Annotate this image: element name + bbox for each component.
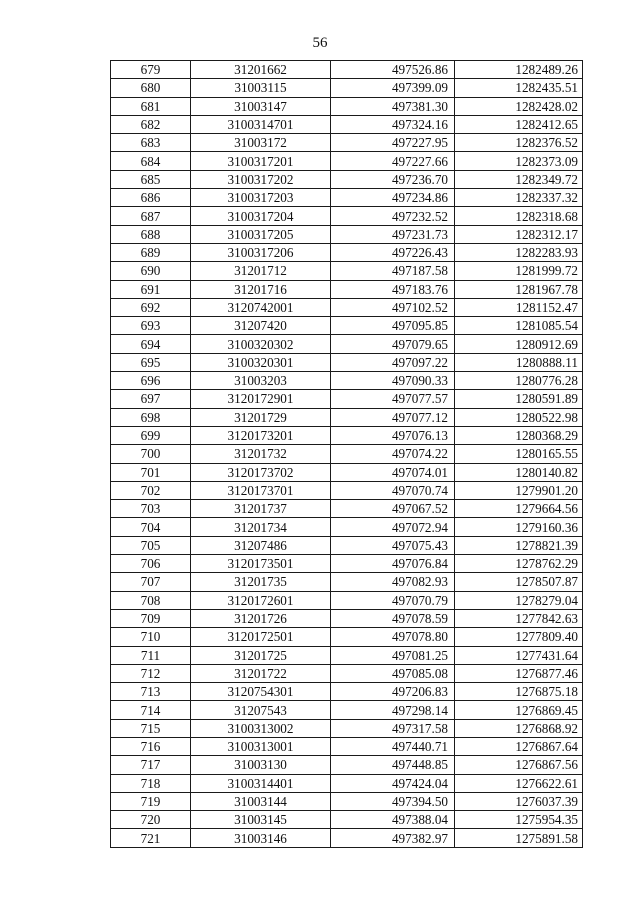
- point-code-cell: 31201735: [191, 573, 331, 591]
- row-number-cell: 704: [111, 518, 191, 536]
- table-row: [111, 225, 583, 243]
- point-code-cell: 31201712: [191, 262, 331, 280]
- point-code-cell: 31207420: [191, 317, 331, 335]
- row-number-cell: 680: [111, 79, 191, 97]
- y-coordinate-cell: 1275954.35: [455, 811, 583, 829]
- table-row: [111, 719, 583, 737]
- row-number-cell: 688: [111, 225, 191, 243]
- x-coordinate-cell: 497072.94: [331, 518, 455, 536]
- x-coordinate-cell: 497236.70: [331, 170, 455, 188]
- y-coordinate-cell: 1276877.46: [455, 664, 583, 682]
- y-coordinate-cell: 1282349.72: [455, 170, 583, 188]
- point-code-cell: 3100313001: [191, 737, 331, 755]
- table-row: [111, 243, 583, 261]
- row-number-cell: 697: [111, 390, 191, 408]
- point-code-cell: 31201725: [191, 646, 331, 664]
- point-code-cell: 31201729: [191, 408, 331, 426]
- x-coordinate-cell: 497317.58: [331, 719, 455, 737]
- y-coordinate-cell: 1282489.26: [455, 61, 583, 79]
- table-row: [111, 262, 583, 280]
- table-row: [111, 609, 583, 627]
- y-coordinate-cell: 1280522.98: [455, 408, 583, 426]
- row-number-cell: 687: [111, 207, 191, 225]
- row-number-cell: 719: [111, 792, 191, 810]
- row-number-cell: 681: [111, 97, 191, 115]
- table-row: [111, 555, 583, 573]
- point-code-cell: 3100317205: [191, 225, 331, 243]
- point-code-cell: 31201716: [191, 280, 331, 298]
- row-number-cell: 720: [111, 811, 191, 829]
- point-code-cell: 3120172901: [191, 390, 331, 408]
- x-coordinate-cell: 497526.86: [331, 61, 455, 79]
- page-number: 56: [312, 35, 328, 51]
- x-coordinate-cell: 497440.71: [331, 737, 455, 755]
- x-coordinate-cell: 497085.08: [331, 664, 455, 682]
- point-code-cell: 3100317201: [191, 152, 331, 170]
- x-coordinate-cell: 497090.33: [331, 372, 455, 390]
- y-coordinate-cell: 1282373.09: [455, 152, 583, 170]
- point-code-cell: 3120173701: [191, 481, 331, 499]
- point-code-cell: 31003130: [191, 756, 331, 774]
- y-coordinate-cell: 1278821.39: [455, 536, 583, 554]
- y-coordinate-cell: 1282376.52: [455, 134, 583, 152]
- table-row: [111, 628, 583, 646]
- y-coordinate-cell: 1276867.64: [455, 737, 583, 755]
- point-code-cell: 3120172601: [191, 591, 331, 609]
- row-number-cell: 690: [111, 262, 191, 280]
- row-number-cell: 706: [111, 555, 191, 573]
- point-code-cell: 3100320301: [191, 353, 331, 371]
- y-coordinate-cell: 1281085.54: [455, 317, 583, 335]
- x-coordinate-cell: 497077.57: [331, 390, 455, 408]
- y-coordinate-cell: 1278507.87: [455, 573, 583, 591]
- point-code-cell: 3120173702: [191, 463, 331, 481]
- row-number-cell: 698: [111, 408, 191, 426]
- point-code-cell: 3100317202: [191, 170, 331, 188]
- x-coordinate-cell: 497227.66: [331, 152, 455, 170]
- point-code-cell: 3120754301: [191, 683, 331, 701]
- row-number-cell: 696: [111, 372, 191, 390]
- table-row: [111, 792, 583, 810]
- y-coordinate-cell: 1280140.82: [455, 463, 583, 481]
- x-coordinate-cell: 497448.85: [331, 756, 455, 774]
- row-number-cell: 693: [111, 317, 191, 335]
- y-coordinate-cell: 1276869.45: [455, 701, 583, 719]
- point-code-cell: 31201726: [191, 609, 331, 627]
- point-code-cell: 31201662: [191, 61, 331, 79]
- x-coordinate-cell: 497078.80: [331, 628, 455, 646]
- table-row: [111, 134, 583, 152]
- point-code-cell: 31201734: [191, 518, 331, 536]
- row-number-cell: 701: [111, 463, 191, 481]
- y-coordinate-cell: 1277842.63: [455, 609, 583, 627]
- table-row: [111, 536, 583, 554]
- point-code-cell: 3100320302: [191, 335, 331, 353]
- y-coordinate-cell: 1280888.11: [455, 353, 583, 371]
- row-number-cell: 700: [111, 445, 191, 463]
- y-coordinate-cell: 1281967.78: [455, 280, 583, 298]
- row-number-cell: 714: [111, 701, 191, 719]
- row-number-cell: 710: [111, 628, 191, 646]
- y-coordinate-cell: 1275891.58: [455, 829, 583, 847]
- y-coordinate-cell: 1282312.17: [455, 225, 583, 243]
- x-coordinate-cell: 497227.95: [331, 134, 455, 152]
- x-coordinate-cell: 497187.58: [331, 262, 455, 280]
- row-number-cell: 689: [111, 243, 191, 261]
- x-coordinate-cell: 497226.43: [331, 243, 455, 261]
- row-number-cell: 712: [111, 664, 191, 682]
- table-row: [111, 97, 583, 115]
- row-number-cell: 694: [111, 335, 191, 353]
- x-coordinate-cell: 497394.50: [331, 792, 455, 810]
- point-code-cell: 3100314701: [191, 115, 331, 133]
- row-number-cell: 716: [111, 737, 191, 755]
- y-coordinate-cell: 1280912.69: [455, 335, 583, 353]
- y-coordinate-cell: 1276037.39: [455, 792, 583, 810]
- point-code-cell: 3100313002: [191, 719, 331, 737]
- row-number-cell: 692: [111, 298, 191, 316]
- table-row: [111, 372, 583, 390]
- point-code-cell: 3100317203: [191, 189, 331, 207]
- x-coordinate-cell: 497102.52: [331, 298, 455, 316]
- row-number-cell: 695: [111, 353, 191, 371]
- y-coordinate-cell: 1282337.32: [455, 189, 583, 207]
- table-row: [111, 426, 583, 444]
- x-coordinate-cell: 497399.09: [331, 79, 455, 97]
- table-row: [111, 664, 583, 682]
- point-code-cell: 31003147: [191, 97, 331, 115]
- x-coordinate-cell: 497076.84: [331, 555, 455, 573]
- table-row: [111, 189, 583, 207]
- y-coordinate-cell: 1280368.29: [455, 426, 583, 444]
- table-row: [111, 500, 583, 518]
- row-number-cell: 715: [111, 719, 191, 737]
- point-code-cell: 3120742001: [191, 298, 331, 316]
- point-code-cell: 31207543: [191, 701, 331, 719]
- y-coordinate-cell: 1278762.29: [455, 555, 583, 573]
- x-coordinate-cell: 497324.16: [331, 115, 455, 133]
- y-coordinate-cell: 1276867.56: [455, 756, 583, 774]
- row-number-cell: 721: [111, 829, 191, 847]
- point-code-cell: 31201722: [191, 664, 331, 682]
- row-number-cell: 682: [111, 115, 191, 133]
- table-row: [111, 79, 583, 97]
- row-number-cell: 713: [111, 683, 191, 701]
- x-coordinate-cell: 497076.13: [331, 426, 455, 444]
- row-number-cell: 685: [111, 170, 191, 188]
- x-coordinate-cell: 497070.74: [331, 481, 455, 499]
- point-code-cell: 31201732: [191, 445, 331, 463]
- point-code-cell: 31207486: [191, 536, 331, 554]
- x-coordinate-cell: 497381.30: [331, 97, 455, 115]
- table-row: [111, 701, 583, 719]
- point-code-cell: 3120173201: [191, 426, 331, 444]
- x-coordinate-cell: 497081.25: [331, 646, 455, 664]
- y-coordinate-cell: 1276868.92: [455, 719, 583, 737]
- point-code-cell: 31003144: [191, 792, 331, 810]
- coordinates-table: [110, 60, 583, 848]
- table-row: [111, 463, 583, 481]
- y-coordinate-cell: 1279664.56: [455, 500, 583, 518]
- x-coordinate-cell: 497232.52: [331, 207, 455, 225]
- row-number-cell: 718: [111, 774, 191, 792]
- table-row: [111, 152, 583, 170]
- row-number-cell: 705: [111, 536, 191, 554]
- table-row: [111, 591, 583, 609]
- row-number-cell: 709: [111, 609, 191, 627]
- point-code-cell: 31003115: [191, 79, 331, 97]
- y-coordinate-cell: 1282318.68: [455, 207, 583, 225]
- y-coordinate-cell: 1282435.51: [455, 79, 583, 97]
- point-code-cell: 3120172501: [191, 628, 331, 646]
- x-coordinate-cell: 497388.04: [331, 811, 455, 829]
- row-number-cell: 699: [111, 426, 191, 444]
- table-row: [111, 390, 583, 408]
- x-coordinate-cell: 497097.22: [331, 353, 455, 371]
- x-coordinate-cell: 497070.79: [331, 591, 455, 609]
- x-coordinate-cell: 497078.59: [331, 609, 455, 627]
- x-coordinate-cell: 497231.73: [331, 225, 455, 243]
- table-row: [111, 829, 583, 847]
- y-coordinate-cell: 1277809.40: [455, 628, 583, 646]
- point-code-cell: 31003146: [191, 829, 331, 847]
- table-row: [111, 170, 583, 188]
- table-row: [111, 481, 583, 499]
- x-coordinate-cell: 497234.86: [331, 189, 455, 207]
- x-coordinate-cell: 497095.85: [331, 317, 455, 335]
- row-number-cell: 717: [111, 756, 191, 774]
- x-coordinate-cell: 497074.22: [331, 445, 455, 463]
- point-code-cell: 3100317204: [191, 207, 331, 225]
- y-coordinate-cell: 1276875.18: [455, 683, 583, 701]
- y-coordinate-cell: 1280591.89: [455, 390, 583, 408]
- table-row: [111, 61, 583, 79]
- row-number-cell: 702: [111, 481, 191, 499]
- table-row: [111, 353, 583, 371]
- table-row: [111, 518, 583, 536]
- point-code-cell: 3100314401: [191, 774, 331, 792]
- x-coordinate-cell: 497298.14: [331, 701, 455, 719]
- table-row: [111, 573, 583, 591]
- y-coordinate-cell: 1281152.47: [455, 298, 583, 316]
- y-coordinate-cell: 1280165.55: [455, 445, 583, 463]
- x-coordinate-cell: 497082.93: [331, 573, 455, 591]
- y-coordinate-cell: 1282412.65: [455, 115, 583, 133]
- table-row: [111, 811, 583, 829]
- point-code-cell: 31201737: [191, 500, 331, 518]
- x-coordinate-cell: 497424.04: [331, 774, 455, 792]
- table-row: [111, 774, 583, 792]
- table-row: [111, 445, 583, 463]
- table-row: [111, 335, 583, 353]
- y-coordinate-cell: 1282428.02: [455, 97, 583, 115]
- y-coordinate-cell: 1280776.28: [455, 372, 583, 390]
- row-number-cell: 707: [111, 573, 191, 591]
- table-row: [111, 737, 583, 755]
- table-row: [111, 115, 583, 133]
- x-coordinate-cell: 497067.52: [331, 500, 455, 518]
- x-coordinate-cell: 497079.65: [331, 335, 455, 353]
- table-row: [111, 207, 583, 225]
- row-number-cell: 686: [111, 189, 191, 207]
- row-number-cell: 703: [111, 500, 191, 518]
- y-coordinate-cell: 1279160.36: [455, 518, 583, 536]
- y-coordinate-cell: 1276622.61: [455, 774, 583, 792]
- row-number-cell: 711: [111, 646, 191, 664]
- y-coordinate-cell: 1281999.72: [455, 262, 583, 280]
- table-row: [111, 683, 583, 701]
- table-row: [111, 408, 583, 426]
- x-coordinate-cell: 497077.12: [331, 408, 455, 426]
- table-row: [111, 298, 583, 316]
- table-row: [111, 317, 583, 335]
- table-row: [111, 280, 583, 298]
- y-coordinate-cell: 1277431.64: [455, 646, 583, 664]
- point-code-cell: 3120173501: [191, 555, 331, 573]
- row-number-cell: 708: [111, 591, 191, 609]
- row-number-cell: 691: [111, 280, 191, 298]
- table-row: [111, 756, 583, 774]
- point-code-cell: 31003203: [191, 372, 331, 390]
- row-number-cell: 683: [111, 134, 191, 152]
- table-body: [111, 61, 583, 848]
- y-coordinate-cell: 1278279.04: [455, 591, 583, 609]
- x-coordinate-cell: 497206.83: [331, 683, 455, 701]
- row-number-cell: 679: [111, 61, 191, 79]
- x-coordinate-cell: 497382.97: [331, 829, 455, 847]
- x-coordinate-cell: 497075.43: [331, 536, 455, 554]
- table-row: [111, 646, 583, 664]
- point-code-cell: 31003145: [191, 811, 331, 829]
- x-coordinate-cell: 497183.76: [331, 280, 455, 298]
- y-coordinate-cell: 1282283.93: [455, 243, 583, 261]
- point-code-cell: 3100317206: [191, 243, 331, 261]
- x-coordinate-cell: 497074.01: [331, 463, 455, 481]
- y-coordinate-cell: 1279901.20: [455, 481, 583, 499]
- row-number-cell: 684: [111, 152, 191, 170]
- point-code-cell: 31003172: [191, 134, 331, 152]
